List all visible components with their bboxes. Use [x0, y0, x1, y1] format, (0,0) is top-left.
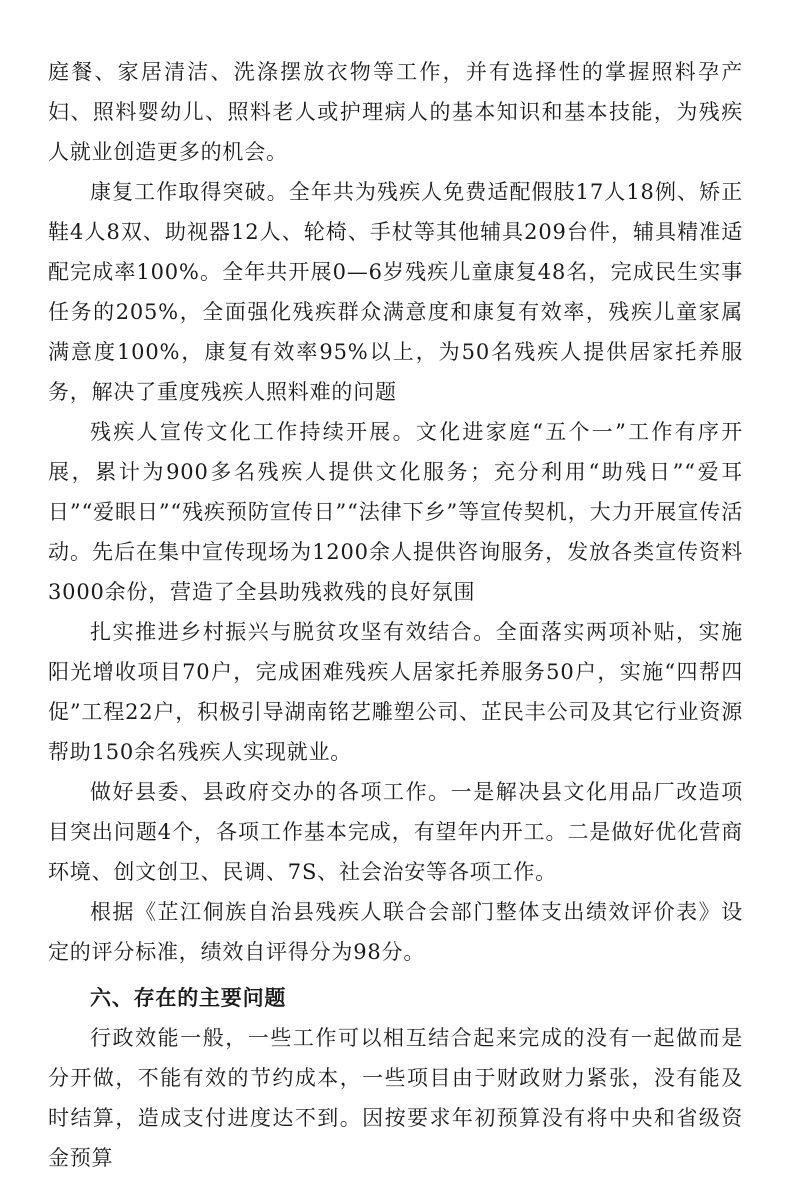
document-page — [48, 52, 743, 1178]
rehabilitation-paragraph: 康复工作取得突破。全年共为残疾人免费适配假肢17人18例、矫正鞋4人8双、助视器12人、轮椅、手杖等其他辅具209台件，辅具精准适配完成率100%。全年共开展0—6岁残疾儿童康复48名，完成民生实事任务的205%，全面强化残疾群众满意度和康复有效率，残疾儿童家属满意度100%，康复有效率95%以上，为50名残疾人提供居家托养服务，解决了重度残疾人照料难的问题 — [48, 180, 743, 404]
self-evaluation-paragraph: 根据《芷江侗族自治县残疾人联合会部门整体支出绩效评价表》设定的评分标准，绩效自评得分为98分。 — [48, 900, 743, 964]
assigned-tasks-paragraph: 做好县委、县政府交办的各项工作。一是解决县文化用品厂改造项目突出问题4个，各项工作基本完成，有望年内开工。二是做好优化营商环境、创文创卫、民调、7S、社会治安等各项工作。 — [48, 780, 743, 884]
problems-paragraph: 行政效能一般，一些工作可以相互结合起来完成的没有一起做而是分开做，不能有效的节约成本，一些项目由于财政财力紧张，没有能及时结算，造成支付进度达不到。因按要求年初预算没有将中央和省级资金预算 — [48, 1026, 743, 1170]
rural-revitalization-paragraph: 扎实推进乡村振兴与脱贫攻坚有效结合。全面落实两项补贴，实施阳光增收项目70户，完成困难残疾人居家托养服务50户，实施“四帮四促”工程22户，积极引导湖南铭艺雕塑公司、芷民丰公司及其它行业资源帮助150余名残疾人实现就业。 — [48, 620, 743, 764]
section-heading: 六、存在的主要问题 — [90, 986, 287, 1010]
publicity-culture-paragraph: 残疾人宣传文化工作持续开展。文化进家庭“五个一”工作有序开展，累计为900多名残疾人提供文化服务；充分利用“助残日”“爱耳日”“爱眼日”“残疾预防宣传日”“法律下乡”等宣传契机，大力开展宣传活动。先后在集中宣传现场为1200余人提供咨询服务，发放各类宣传资料3000余份，营造了全县助残救残的良好氛围 — [48, 420, 743, 604]
continued-paragraph: 庭餐、家居清洁、洗涤摆放衣物等工作，并有选择性的掌握照料孕产妇、照料婴幼儿、照料老人或护理病人的基本知识和基本技能，为残疾人就业创造更多的机会。 — [48, 60, 743, 164]
